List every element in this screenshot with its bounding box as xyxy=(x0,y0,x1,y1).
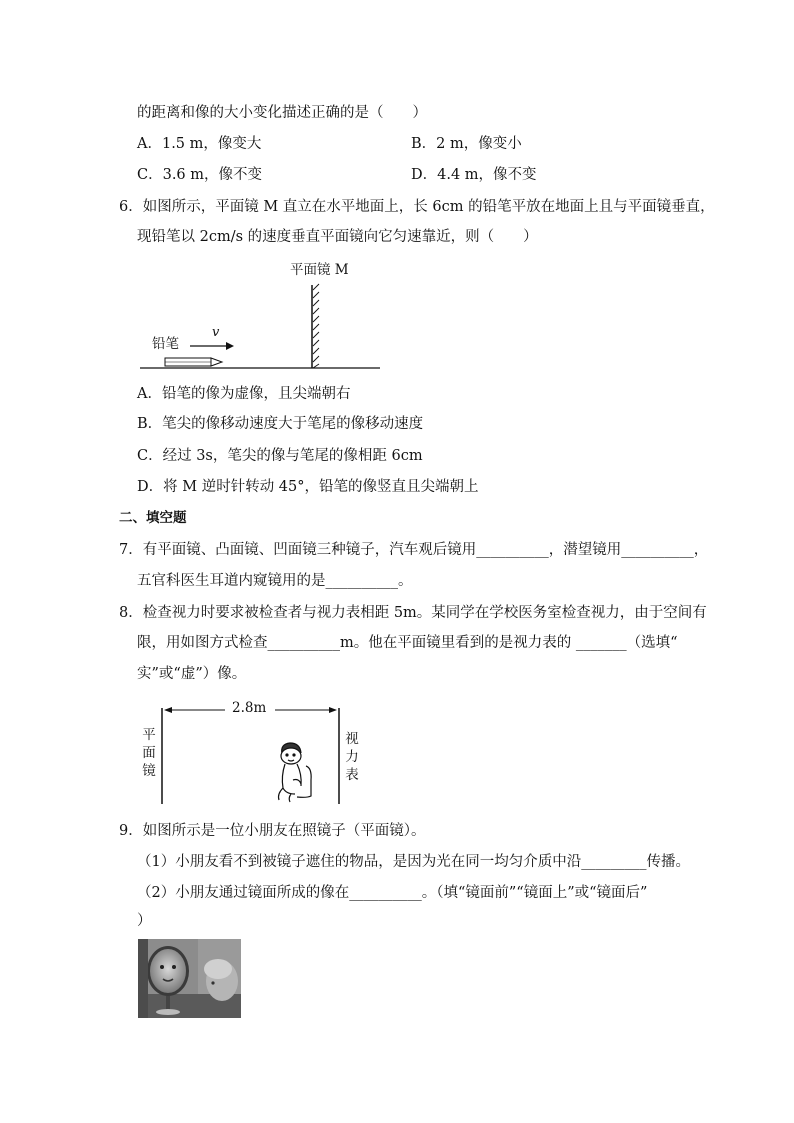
q8-chart-label: 视力表 xyxy=(345,731,359,783)
q8-child-figure xyxy=(279,743,312,802)
q9-sub2: （2）小朋友通过镜面所成的像在__________。（填“镜面前”“镜面上”或“镜面后” xyxy=(137,885,648,901)
q9-sub2-continuation: ） xyxy=(137,913,152,929)
q5-option-c: C．3.6 m，像不变 xyxy=(137,167,263,183)
q6-mirror-pencil-figure xyxy=(140,280,390,380)
q6-mirror-label: 平面镜 M xyxy=(290,262,349,278)
q8-distance-arrow xyxy=(164,707,337,713)
q8-line2: 限，用如图方式检查__________m。他在平面镜里看到的是视力表的 _______（选填“ xyxy=(137,635,678,651)
q8-eye-test-figure xyxy=(155,700,355,810)
q5-option-a: A．1.5 m，像变大 xyxy=(137,136,262,152)
q7-line2: 五官科医生耳道内窥镜用的是__________。 xyxy=(137,573,413,589)
q9-child-mirror-photo xyxy=(138,939,241,1018)
section-fill-blank-title: 二、填空题 xyxy=(119,510,187,526)
q6-stem-line2: 现铅笔以 2cm/s 的速度垂直平面镜向它匀速靠近，则（ ） xyxy=(137,229,538,245)
q6-pencil-label: 铅笔 xyxy=(152,336,179,352)
q9-sub1: （1）小朋友看不到被镜子遮住的物品，是因为光在同一均匀介质中沿_________传播。 xyxy=(137,854,690,870)
q6-stem-line1: 6．如图所示，平面镜 M 直立在水平地面上，长 6cm 的铅笔平放在地面上且与平面镜垂直， xyxy=(119,199,715,215)
q6-option-b: B．笔尖的像移动速度大于笔尾的像移动速度 xyxy=(137,416,424,432)
q8-line1: 8．检查视力时要求被检查者与视力表相距 5m。某同学在学校医务室检查视力，由于空间有 xyxy=(119,605,707,621)
q8-line3: 实”或“虚”）像。 xyxy=(137,666,247,682)
q6-velocity-arrow xyxy=(190,342,234,350)
q8-mirror-label: 平面镜 xyxy=(142,727,156,779)
q6-pencil xyxy=(165,358,222,366)
q6-velocity-label: v xyxy=(212,325,220,340)
q5-stem-continuation: 的距离和像的大小变化描述正确的是（ ） xyxy=(137,105,427,121)
q5-option-b: B．2 m，像变小 xyxy=(411,136,522,152)
q6-option-d: D．将 M 逆时针转动 45°，铅笔的像竖直且尖端朝上 xyxy=(137,479,479,495)
q7-line1: 7．有平面镜、凸面镜、凹面镜三种镜子，汽车观后镜用__________，潜望镜用__________， xyxy=(119,542,709,558)
q6-plane-mirror xyxy=(312,284,319,368)
q6-option-c: C．经过 3s，笔尖的像与笔尾的像相距 6cm xyxy=(137,448,423,464)
q5-option-d: D．4.4 m，像不变 xyxy=(411,167,537,183)
q9-stem: 9．如图所示是一位小朋友在照镜子（平面镜）。 xyxy=(119,823,426,839)
q8-distance-label: 2.8m xyxy=(232,700,267,716)
q6-option-a: A．铅笔的像为虚像，且尖端朝右 xyxy=(137,386,351,402)
